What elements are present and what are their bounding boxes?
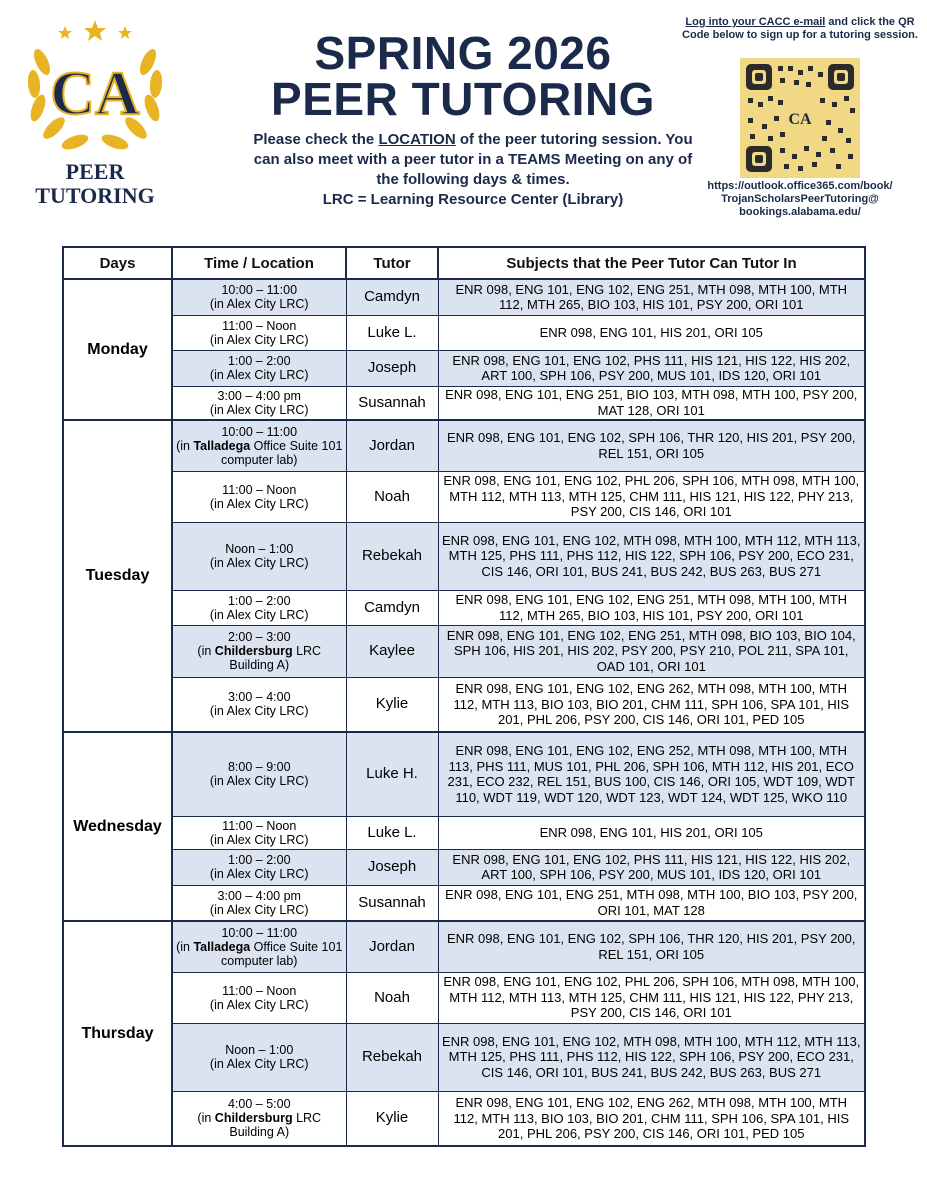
instructions [253, 130, 693, 210]
time-location-cell [172, 1091, 346, 1146]
header-tutor: Tutor [346, 247, 438, 279]
subjects-cell: ENR 098, ENG 101, ENG 102, MTH 098, MTH 100, MTH 112, MTH 113, MTH 125, PHS 111, PHS 112, HIS 122, SPH 106, PSY 200, ECO 231, CIS 146, ORI 101, BUS 241, BUS 242, BUS 263, BUS 271 [438, 1023, 865, 1091]
location-prefix: (in [209, 332, 227, 347]
title-line-1: SPRING 2026 [314, 27, 612, 79]
location-detail: Alex City LRC) [226, 902, 309, 917]
subjects-cell: ENR 098, ENG 101, HIS 201, ORI 105 [438, 816, 865, 849]
time-location-cell [172, 849, 346, 885]
subjects-cell: ENR 098, ENG 101, ENG 102, PHS 111, HIS 121, HIS 122, HIS 202, ART 100, SPH 106, PSY 200, MUS 101, IDS 120, ORI 101 [438, 350, 865, 386]
tutor-cell: Jordan [346, 921, 438, 972]
tutoring-schedule-table [62, 246, 866, 1147]
tutor-cell: Luke L. [346, 315, 438, 350]
time-range: 1:00 – 2:00 [227, 593, 291, 608]
time-range: 3:00 – 4:00 [227, 690, 291, 705]
instructions-part-1: Please check the [253, 131, 379, 148]
time-location-cell [172, 386, 346, 420]
location-detail: Alex City LRC) [226, 1057, 309, 1071]
time-range: 3:00 – 4:00 pm [217, 388, 301, 403]
table-row [63, 732, 865, 816]
table-row [63, 590, 865, 625]
time-range: 11:00 – Noon [222, 318, 297, 333]
location-prefix: (in [209, 297, 227, 312]
booking-url-line-1: https://outlook.office365.com/book/ [707, 180, 893, 192]
table-row [63, 972, 865, 1023]
time-range: 11:00 – Noon [222, 818, 297, 833]
subjects-cell: ENR 098, ENG 101, ENG 102, ENG 251, MTH 098, MTH 100, MTH 112, MTH 265, BIO 103, HIS 101, PSY 200, ORI 101 [438, 590, 865, 625]
location [176, 704, 343, 718]
time-range: 4:00 – 5:00 [227, 1097, 291, 1112]
time-range: 10:00 – 11:00 [221, 424, 298, 439]
location [176, 833, 343, 847]
tutor-cell: Camdyn [346, 590, 438, 625]
location-detail: LRC Building A) [229, 644, 322, 672]
subjects-cell: ENR 098, ENG 101, ENG 102, ENG 251, MTH 098, BIO 103, BIO 104, SPH 106, HIS 201, HIS 202, PSY 200, PSY 210, POL 211, SPA 101, OAD 101, ORI 101 [438, 625, 865, 677]
location-prefix: (in [209, 902, 227, 917]
subjects-cell: ENR 098, ENG 101, ENG 102, MTH 098, MTH 100, MTH 112, MTH 113, MTH 125, PHS 111, PHS 112, HIS 122, SPH 106, PSY 200, ECO 231, CIS 146, ORI 101, BUS 241, BUS 242, BUS 263, BUS 271 [438, 522, 865, 590]
time-location-cell [172, 677, 346, 732]
location [176, 403, 343, 417]
location [176, 1057, 343, 1071]
instructions-part-2: of the peer tutoring session. You can also meet with a peer tutor in a TEAMS Meeting on any of the following days & times. [253, 131, 693, 188]
subjects-cell: ENR 098, ENG 101, ENG 102, PHL 206, SPH 106, MTH 098, MTH 100, MTH 112, MTH 113, MTH 125, CHM 111, HIS 121, HIS 122, PHY 213, PSY 200, CIS 146, ORI 101 [438, 972, 865, 1023]
tutor-cell: Noah [346, 972, 438, 1023]
logo-line-2: TUTORING [35, 183, 155, 208]
location [176, 333, 343, 347]
location [176, 556, 343, 570]
time-location-cell [172, 816, 346, 849]
location-prefix: (in [209, 402, 227, 417]
time-location-cell [172, 279, 346, 315]
time-range: 10:00 – 11:00 [221, 925, 298, 940]
location-prefix: (in [197, 644, 215, 658]
time-location-cell [172, 522, 346, 590]
location-campus: Talladega [193, 438, 251, 453]
table-row [63, 885, 865, 921]
subjects-cell: ENR 098, ENG 101, ENG 102, ENG 251, MTH 098, MTH 100, MTH 112, MTH 265, BIO 103, HIS 101, PSY 200, ORI 101 [438, 279, 865, 315]
table-row [63, 279, 865, 315]
time-range: 1:00 – 2:00 [227, 354, 291, 368]
tutor-cell: Kylie [346, 1091, 438, 1146]
location-detail: LRC Building A) [229, 1111, 322, 1140]
location-prefix: (in [209, 368, 227, 382]
location-detail: Alex City LRC) [226, 774, 309, 789]
qr-code[interactable] [740, 58, 860, 178]
page-title [228, 27, 698, 125]
subjects-cell: ENR 098, ENG 101, ENG 102, ENG 252, MTH 098, MTH 100, MTH 113, PHS 111, MUS 101, PHL 206, SPH 106, MTH 112, HIS 201, ECO 231, ECO 232, REL 151, BUS 100, CIS 146, ORI 105, WDT 109, WDT 110, WDT 119, WDT 120, WDT 123, WDT 124, WDT 125, WKO 110 [438, 732, 865, 816]
location-prefix: (in [209, 774, 227, 789]
time-location-cell [172, 315, 346, 350]
location [176, 940, 343, 968]
location-detail: Alex City LRC) [226, 832, 309, 847]
tutor-cell: Joseph [346, 350, 438, 386]
time-range: 11:00 – Noon [222, 482, 297, 497]
location-prefix: (in [209, 867, 227, 881]
location-prefix: (in [209, 496, 227, 511]
lrc-definition: LRC = Learning Resource Center (Library) [322, 191, 624, 208]
time-range: 10:00 – 11:00 [221, 283, 298, 298]
location-emphasis: LOCATION [378, 131, 456, 148]
day-cell: Monday [63, 279, 172, 420]
cacc-email-link[interactable]: Log into your CACC e-mail [685, 16, 826, 28]
time-range: 3:00 – 4:00 pm [217, 888, 301, 903]
location [176, 368, 343, 382]
table-header-row [63, 247, 865, 279]
qr-signup-block [680, 16, 920, 218]
location-prefix: (in [209, 832, 227, 847]
header-days: Days [63, 247, 172, 279]
location-prefix: (in [176, 939, 194, 954]
tutor-cell: Kylie [346, 677, 438, 732]
location [176, 903, 343, 917]
location [176, 644, 343, 672]
table-row [63, 677, 865, 732]
time-location-cell [172, 625, 346, 677]
table-row [63, 386, 865, 420]
location-prefix: (in [209, 704, 227, 719]
tutor-cell: Camdyn [346, 279, 438, 315]
time-location-cell [172, 350, 346, 386]
time-range: Noon – 1:00 [225, 542, 294, 556]
subjects-cell: ENR 098, ENG 101, ENG 102, PHL 206, SPH 106, MTH 098, MTH 100, MTH 112, MTH 113, MTH 125, CHM 111, HIS 121, HIS 122, PHY 213, PSY 200, CIS 146, ORI 101 [438, 471, 865, 522]
tutor-cell: Susannah [346, 386, 438, 420]
location [176, 1111, 343, 1139]
location [176, 867, 343, 881]
table-row [63, 315, 865, 350]
time-range: 11:00 – Noon [222, 983, 297, 998]
location-detail: Alex City LRC) [226, 332, 309, 347]
time-location-cell [172, 732, 346, 816]
time-range: 8:00 – 9:00 [227, 760, 291, 775]
location-prefix: (in [209, 1057, 227, 1071]
tutor-cell: Jordan [346, 420, 438, 471]
location [176, 998, 343, 1012]
time-location-cell [172, 471, 346, 522]
logo-caption [20, 160, 170, 208]
qr-instructions-text: and click the QR Code below to sign up for a tutoring session. [682, 16, 918, 41]
location [176, 439, 343, 467]
table-row [63, 849, 865, 885]
schedule-body [63, 279, 865, 1146]
subjects-cell: ENR 098, ENG 101, HIS 201, ORI 105 [438, 315, 865, 350]
subjects-cell: ENR 098, ENG 101, ENG 251, BIO 103, MTH 098, MTH 100, PSY 200, MAT 128, ORI 101 [438, 386, 865, 420]
subjects-cell: ENR 098, ENG 101, ENG 251, MTH 098, MTH 100, BIO 103, PSY 200, ORI 101, MAT 128 [438, 885, 865, 921]
location [176, 774, 343, 788]
time-location-cell [172, 590, 346, 625]
location-campus: Childersburg [214, 1111, 293, 1126]
logo-line-1: PEER [65, 159, 125, 184]
tutor-cell: Luke H. [346, 732, 438, 816]
time-location-cell [172, 885, 346, 921]
location-detail: Alex City LRC) [226, 867, 309, 881]
table-row [63, 921, 865, 972]
booking-url-line-2: TrojanScholarsPeerTutoring@ [721, 193, 879, 205]
table-row [63, 420, 865, 471]
header-time-location: Time / Location [172, 247, 346, 279]
title-line-2: PEER TUTORING [271, 73, 655, 125]
tutor-cell: Rebekah [346, 1023, 438, 1091]
booking-url[interactable] [680, 180, 920, 219]
location-detail: Office Suite 101 computer lab) [221, 939, 343, 968]
ca-monogram: CA [50, 60, 140, 128]
day-cell: Wednesday [63, 732, 172, 921]
location-prefix: (in [209, 607, 227, 622]
subjects-cell: ENR 098, ENG 101, ENG 102, ENG 262, MTH 098, MTH 100, MTH 112, MTH 113, BIO 103, BIO 201, CHM 111, SPH 106, SPA 101, HIS 201, PHL 206, PSY 200, CIS 146, ORI 101, PED 105 [438, 1091, 865, 1146]
time-range: 2:00 – 3:00 [227, 630, 291, 644]
day-cell: Thursday [63, 921, 172, 1146]
time-range: 1:00 – 2:00 [227, 853, 291, 867]
table-row [63, 1091, 865, 1146]
location-detail: Alex City LRC) [226, 997, 309, 1012]
location-detail: Alex City LRC) [226, 704, 309, 719]
laurel-wreath-icon [20, 12, 170, 162]
day-cell: Tuesday [63, 420, 172, 732]
qr-instructions [680, 16, 920, 42]
location-campus: Childersburg [214, 644, 293, 658]
table-row [63, 1023, 865, 1091]
subjects-cell: ENR 098, ENG 101, ENG 102, SPH 106, THR 120, HIS 201, PSY 200, REL 151, ORI 105 [438, 921, 865, 972]
location-detail: Alex City LRC) [226, 402, 309, 417]
location-prefix: (in [209, 997, 227, 1012]
location-detail: Office Suite 101 computer lab) [221, 438, 343, 467]
location [176, 608, 343, 622]
location-detail: Alex City LRC) [226, 496, 309, 511]
subjects-cell: ENR 098, ENG 101, ENG 102, ENG 262, MTH 098, MTH 100, MTH 112, MTH 113, BIO 103, BIO 201, CHM 111, SPH 106, SPA 101, HIS 201, PHL 206, PSY 200, CIS 146, ORI 101, PED 105 [438, 677, 865, 732]
time-range: Noon – 1:00 [225, 1043, 294, 1057]
tutor-cell: Luke L. [346, 816, 438, 849]
location [176, 297, 343, 311]
location [176, 497, 343, 511]
table-row [63, 471, 865, 522]
location-prefix: (in [209, 556, 227, 570]
qr-monogram: CA [788, 111, 812, 128]
header-subjects: Subjects that the Peer Tutor Can Tutor In [438, 247, 865, 279]
time-location-cell [172, 921, 346, 972]
subjects-cell: ENR 098, ENG 101, ENG 102, PHS 111, HIS 121, HIS 122, HIS 202, ART 100, SPH 106, PSY 200, MUS 101, IDS 120, ORI 101 [438, 849, 865, 885]
booking-url-line-3: bookings.alabama.edu/ [739, 206, 861, 218]
time-location-cell [172, 420, 346, 471]
table-row [63, 816, 865, 849]
table-row [63, 350, 865, 386]
qr-code-icon [740, 58, 860, 178]
table-row [63, 625, 865, 677]
time-location-cell [172, 972, 346, 1023]
time-location-cell [172, 1023, 346, 1091]
location-prefix: (in [197, 1111, 215, 1126]
tutor-cell: Rebekah [346, 522, 438, 590]
location-campus: Talladega [193, 939, 251, 954]
location-prefix: (in [176, 438, 194, 453]
location-detail: Alex City LRC) [226, 556, 309, 570]
tutor-cell: Noah [346, 471, 438, 522]
subjects-cell: ENR 098, ENG 101, ENG 102, SPH 106, THR 120, HIS 201, PSY 200, REL 151, ORI 105 [438, 420, 865, 471]
tutor-cell: Joseph [346, 849, 438, 885]
location-detail: Alex City LRC) [226, 368, 309, 382]
location-detail: Alex City LRC) [226, 607, 309, 622]
tutor-cell: Susannah [346, 885, 438, 921]
location-detail: Alex City LRC) [226, 297, 309, 312]
table-row [63, 522, 865, 590]
tutor-cell: Kaylee [346, 625, 438, 677]
